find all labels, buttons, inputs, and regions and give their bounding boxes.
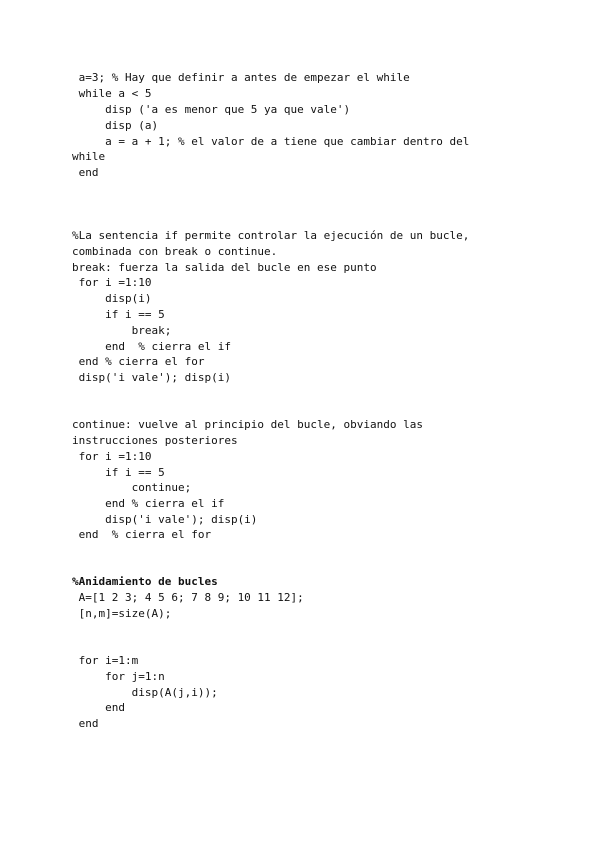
code-line: disp(A(j,i)); — [72, 686, 218, 699]
code-line: while a < 5 — [72, 87, 152, 100]
code-line: while — [72, 150, 106, 163]
code-line: disp(i) — [72, 292, 152, 305]
code-line: continue; — [72, 481, 192, 494]
code-line: break; — [72, 324, 172, 337]
code-line: for j=1:n — [72, 670, 165, 683]
code-line: [n,m]=size(A); — [72, 607, 172, 620]
code-line: end — [72, 701, 125, 714]
code-line: if i == 5 — [72, 466, 165, 479]
code-line: a = a + 1; % el valor de a tiene que cambiar dentro del — [72, 135, 470, 148]
text-line: combinada con break o continue. — [72, 245, 278, 258]
code-line: end % cierra el for — [72, 355, 205, 368]
section-heading: %Anidamiento de bucles — [72, 575, 218, 588]
code-line: A=[1 2 3; 4 5 6; 7 8 9; 10 11 12]; — [72, 591, 304, 604]
code-line: end — [72, 166, 99, 179]
code-line: if i == 5 — [72, 308, 165, 321]
code-line: a=3; % Hay que definir a antes de empezar el while — [72, 71, 410, 84]
code-line: end % cierra el if — [72, 497, 225, 510]
code-line: for i=1:m — [72, 654, 139, 667]
text-line: continue: vuelve al principio del bucle, obviando las — [72, 418, 423, 431]
code-line: for i =1:10 — [72, 450, 152, 463]
text-line: break: fuerza la salida del bucle en ese punto — [72, 261, 377, 274]
comment-line: %La sentencia if permite controlar la ejecución de un bucle, — [72, 229, 470, 242]
text-line: instrucciones posteriores — [72, 434, 238, 447]
code-line: end — [72, 717, 99, 730]
code-line: disp('i vale'); disp(i) — [72, 371, 231, 384]
code-line: disp ('a es menor que 5 ya que vale') — [72, 103, 351, 116]
code-line: for i =1:10 — [72, 276, 152, 289]
code-line: end % cierra el for — [72, 528, 212, 541]
code-line: disp (a) — [72, 119, 159, 132]
code-line: disp('i vale'); disp(i) — [72, 513, 258, 526]
code-line: end % cierra el if — [72, 340, 231, 353]
